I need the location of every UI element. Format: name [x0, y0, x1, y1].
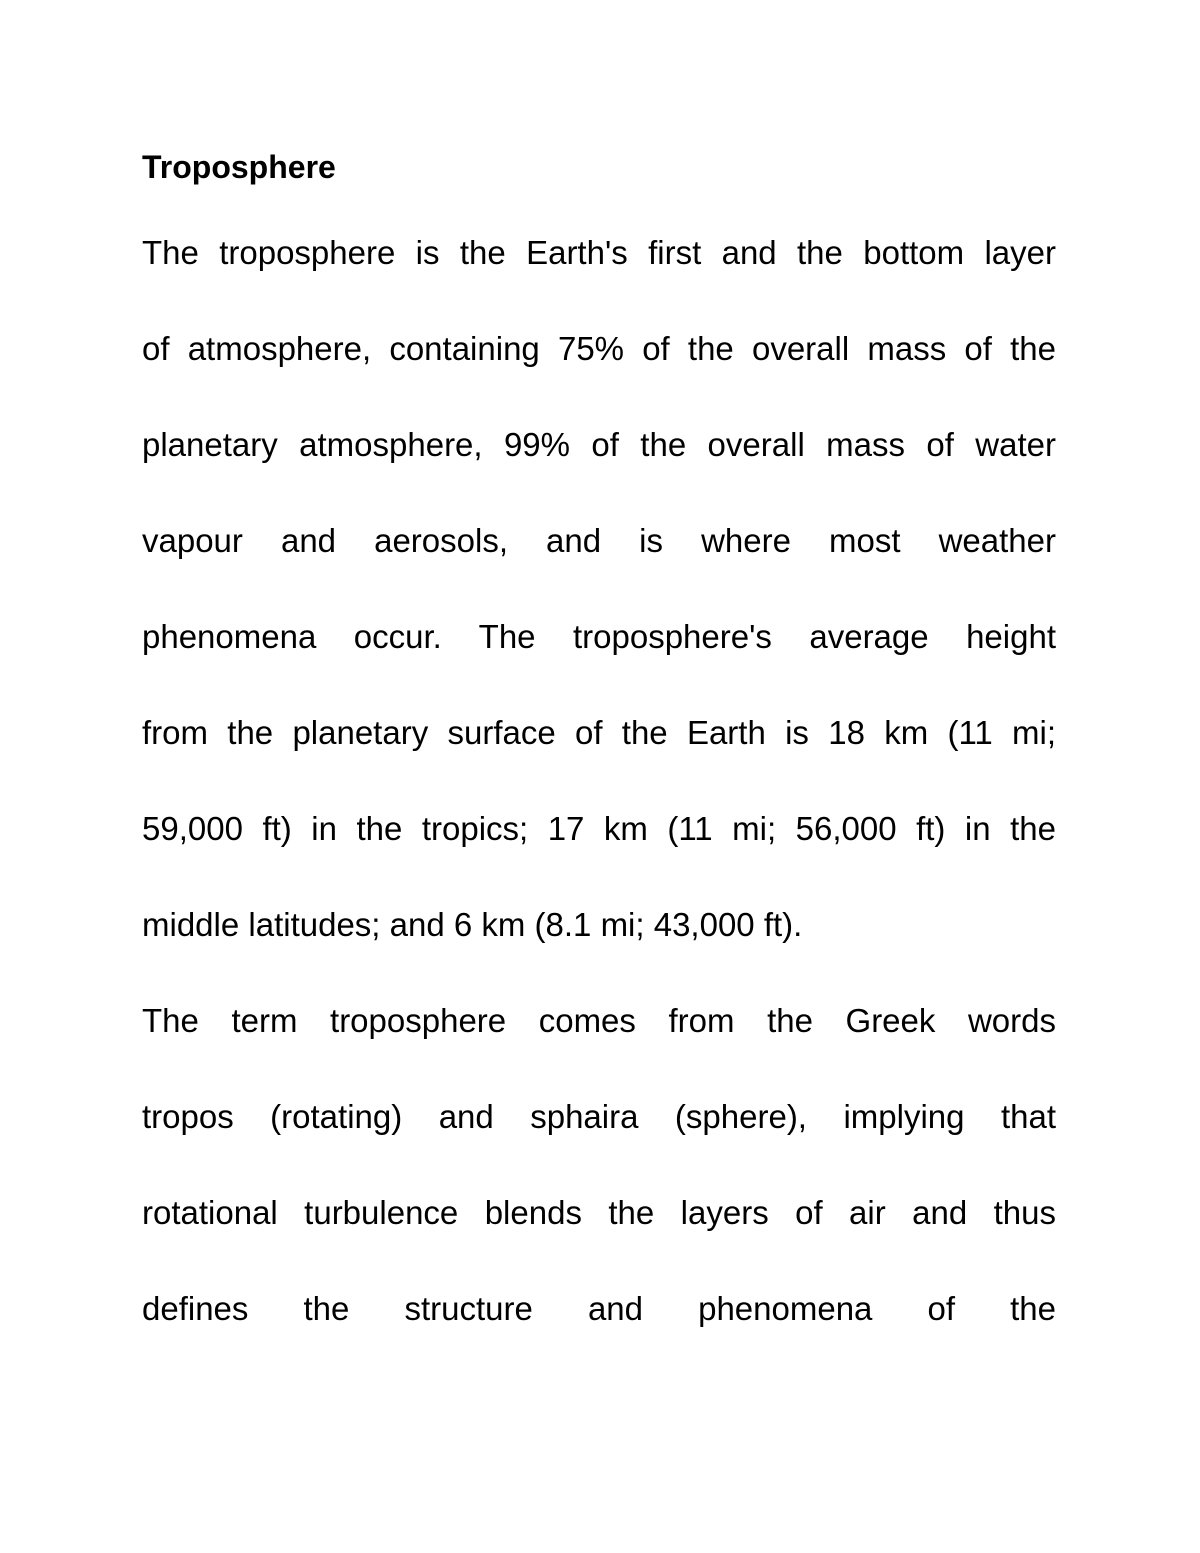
- paragraph-line: The term troposphere comes from the Greek words: [142, 1002, 1056, 1039]
- paragraph-line: 59,000 ft) in the tropics; 17 km (11 mi; 56,000 ft) in the: [142, 810, 1056, 847]
- paragraph-line: The troposphere is the Earth's first and the bottom layer: [142, 234, 1056, 271]
- paragraph-line: rotational turbulence blends the layers of air and thus: [142, 1194, 1056, 1231]
- paragraph-line: defines the structure and phenomena of the: [142, 1290, 1056, 1327]
- paragraph-troposphere-definition: [142, 205, 1056, 973]
- paragraph-etymology: [142, 973, 1056, 1357]
- paragraph-line: of atmosphere, containing 75% of the overall mass of the: [142, 330, 1056, 367]
- paragraph-line: phenomena occur. The troposphere's average height: [142, 618, 1056, 655]
- document-heading: Troposphere: [142, 149, 336, 185]
- document-content: [142, 143, 1056, 1357]
- paragraph-line: middle latitudes; and 6 km (8.1 mi; 43,000 ft).: [142, 906, 803, 943]
- paragraph-line: from the planetary surface of the Earth is 18 km (11 mi;: [142, 714, 1056, 751]
- paragraph-line: planetary atmosphere, 99% of the overall mass of water: [142, 426, 1056, 463]
- paragraph-line: vapour and aerosols, and is where most weather: [142, 522, 1056, 559]
- paragraph-line: tropos (rotating) and sphaira (sphere), implying that: [142, 1098, 1056, 1135]
